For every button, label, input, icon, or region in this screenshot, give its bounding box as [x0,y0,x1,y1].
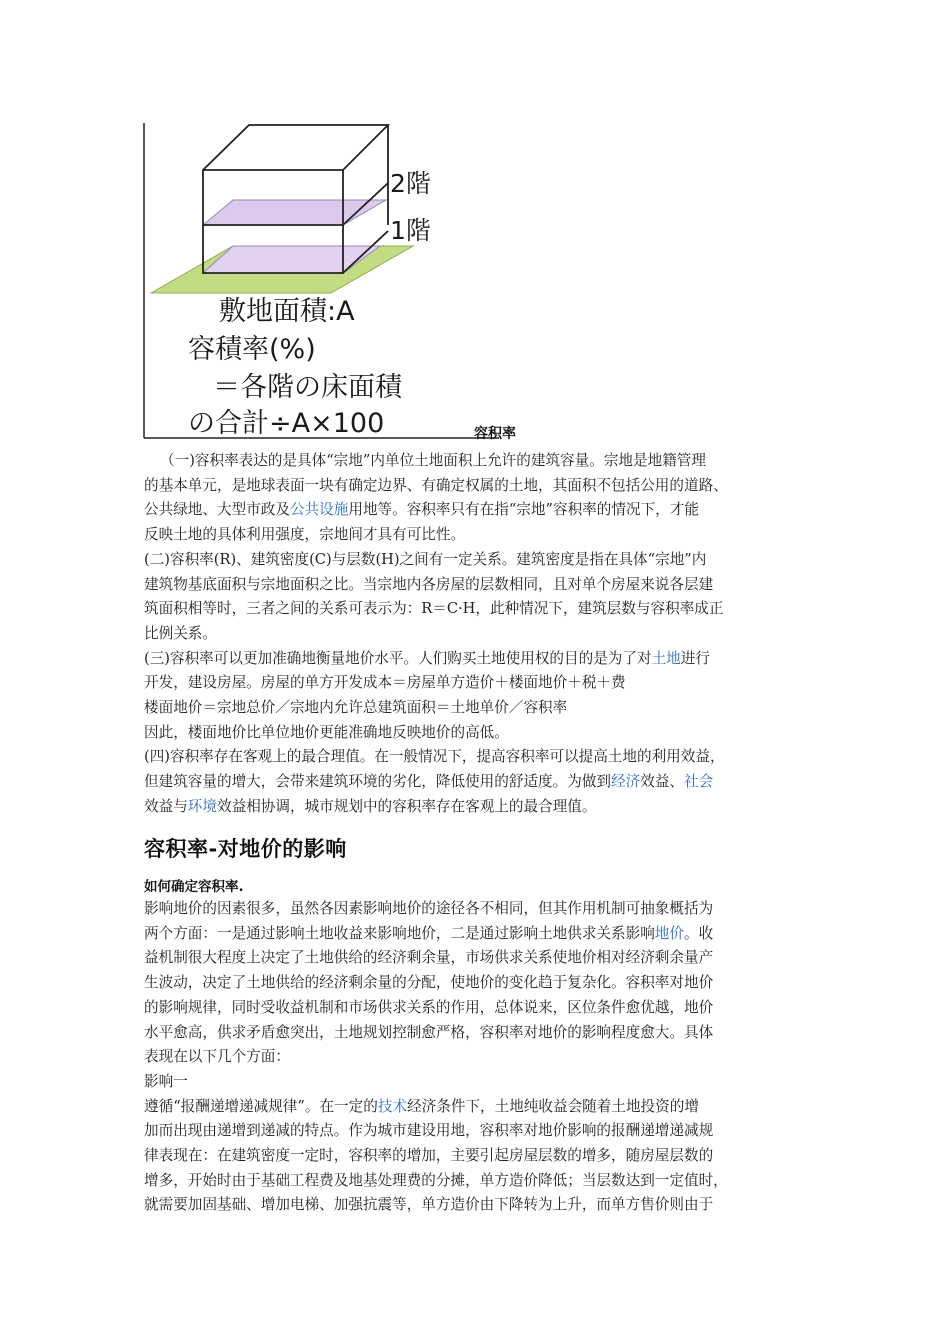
link-land-price[interactable]: 地价 [654,924,684,942]
text-line: (二)容积率(R)、建筑密度(C)与层数(H)之间有一定关系。建筑密度是指在具体“宗地”内 [144,550,707,568]
text-line: 建筑物基底面积与宗地面积之比。当宗地内各房屋的层数相同，且对单个房屋来说各层建 [144,575,714,593]
text-run: 两个方面：一是通过影响土地收益来影响地价，二是通过影响土地供求关系影响 [144,924,655,942]
text-line: 就需要加固基础、增加电梯、加强抗震等，单方造价由下降转为上升，而单方售价则由于 [144,1196,714,1214]
text-line: 反映土地的具体利用强度，宗地间才具有可比性。 [144,526,466,544]
text-line: 筑面积相等时，三者之间的关系可表示为：R＝C·H，此种情况下，建筑层数与容积率成正 [144,600,724,618]
paragraph-1 [144,449,808,548]
far-formula-line-2: の合計÷A×100 [188,408,385,439]
floor-1-label: 1階 [390,216,431,245]
text-line: 加而出现由递增到递减的特点。作为城市建设用地，容积率对地价影响的报酬递增递减规 [144,1122,714,1140]
text-run: 效益、 [640,773,685,791]
section1-body [144,449,808,820]
paragraph-5 [144,897,808,1070]
floor-slab-2 [203,200,386,225]
text-line: 水平愈高，供求矛盾愈突出，土地规划控制愈严格，容积率对地价的影响程度愈大。具体 [144,1023,714,1041]
text-run: 用地等。容积率只有在指“宗地”容积率的情况下，才能 [348,501,699,519]
link-technology[interactable]: 技术 [377,1097,408,1115]
text-line [144,647,808,672]
text-run: 公共绿地、大型市政及 [144,501,290,519]
link-environment[interactable]: 环境 [187,797,217,815]
text-line [144,770,808,795]
link-land[interactable]: 土地 [651,649,681,667]
text-line: 因此，楼面地价比单位地价更能准确地反映地价的高低。 [144,723,509,741]
text-line: 影响地价的因素很多，虽然各因素影响地价的途径各不相同，但其作用机制可抽象概括为 [144,900,714,917]
text-line: 益机制很大程度上决定了土地供给的经济剩余量，市场供求关系使地价相对经济剩余量产 [144,949,714,967]
text-run: 遵循“报酬递增递减规律”。在一定的 [144,1097,378,1115]
text-line: 律表现在：在建筑密度一定时，容积率的增加，主要引起房屋层数的增多，随房屋层数的 [144,1147,714,1165]
influence-title [144,1070,808,1095]
link-society[interactable]: 社会 [684,773,714,791]
paragraph-3 [144,647,808,746]
text-line: (四)容积率存在客观上的最合理值。在一般情况下，提高容积率可以提高土地的利用效益， [144,748,725,766]
text-line: 的影响规律，同时受收益机制和市场供求关系的作用，总体说来，区位条件愈优越，地价 [144,998,714,1016]
text-run: (三)容积率可以更加准确地衡量地价水平。人们购买土地使用权的目的是为了对 [144,649,652,667]
text-line: 楼面地价＝宗地总价／宗地内允许总建筑面积＝土地单价／容积率 [144,699,568,717]
link-public-facilities[interactable]: 公共设施 [289,501,349,519]
floor-area-ratio-figure [143,123,500,439]
section2-body [144,897,808,1218]
text-run: 但建筑容量的增大，会带来建筑环境的劣化，降低使用的舒适度。为做到 [144,773,612,791]
figure-caption: 容积率 [474,426,516,442]
text-line: 影响一 [144,1072,188,1090]
section-subheading: 如何确定容积率. [144,879,244,895]
site-area-label: 敷地面積:A [219,296,355,327]
text-run: 进行 [680,649,710,667]
text-run: 效益与 [144,797,188,815]
text-line [144,498,808,523]
far-formula-line-1: ＝各階の床面積 [213,372,402,403]
text-run: 效益相协调，城市规划中的容积率存在客观上的最合理值。 [217,797,597,815]
text-line: 的基本单元，是地球表面一块有确定边界、有确定权属的土地，其面积不包括公用的道路、 [144,476,728,494]
text-line: 增多，开始时由于基础工程费及地基处理费的分摊，单方造价降低；当层数达到一定值时， [144,1171,728,1189]
text-line: 表现在以下几个方面： [144,1048,290,1066]
paragraph-2 [144,548,808,647]
text-run: 。收 [684,924,714,942]
floor-2-label: 2階 [390,169,431,198]
text-run: 经济条件下，土地纯收益会随着土地投资的增 [407,1097,699,1115]
text-line: 比例关系。 [144,624,217,642]
text-line [144,922,808,947]
section-heading: 容积率-对地价的影响 [144,837,347,861]
paragraph-6 [144,1095,808,1219]
paragraph-4 [144,745,808,819]
link-economy[interactable]: 经济 [611,773,641,791]
far-formula-title: 容積率(%) [188,334,316,365]
text-line: （一)容积率表达的是具体“宗地”内单位土地面积上允许的建筑容量。宗地是地籍管理 [160,452,706,469]
text-line [144,1095,808,1120]
text-line: 生波动，决定了土地供给的经济剩余量的分配，使地价的变化趋于复杂化。容积率对地价 [144,974,714,992]
text-line [144,795,808,820]
text-line: 开发，建设房屋。房屋的单方开发成本＝房屋单方造价＋楼面地价＋税＋费 [144,674,626,692]
